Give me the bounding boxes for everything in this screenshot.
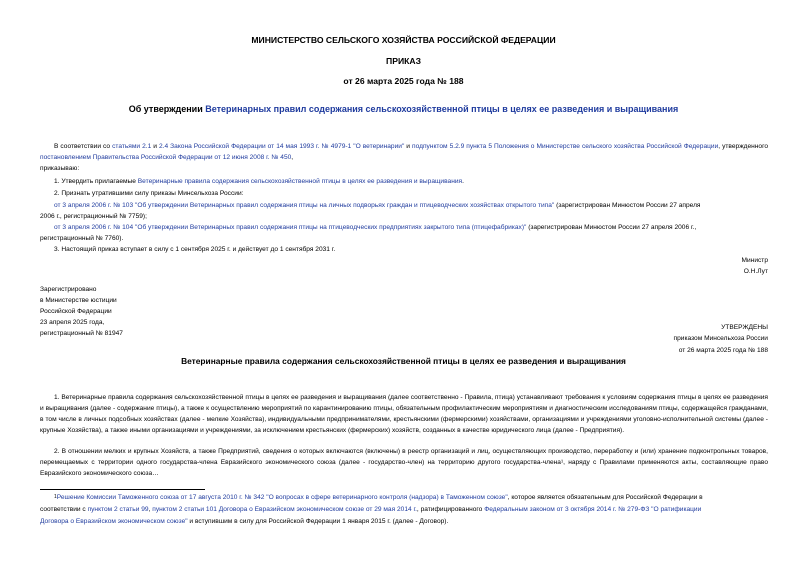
registration-line: 23 апреля 2025 года, [40,319,105,326]
footnote-text: , которое является обязательным для Российской Федерации в [507,494,703,501]
subject-rules-link[interactable]: Ветеринарных правил содержания сельскохозяйственной птицы в целях ее разведения и выращивания [205,104,679,114]
rules-paragraph-1: 1. Ветеринарные правила содержания сельскохозяйственной птицы в целях ее разведения и выращивания (далее соответственно - Правила, птица) устанавливают требования к условиям содержания птицы в целях ее разведения и выращивания (далее - содержание птицы), а также к осуществлению мероприятий по карантинированию птицы, обязательным профилактическим мероприятиям и диагностическим исследованиям птицы, содержащейся гражданами, в том числе в личных подсобных хозяйствах (далее - мелкие Хозяйства), индивидуальными предпринимателями, крестьянскими (фермерскими) хозяйствами, организациями и учреждениями уголовно-исполнительной системы (далее - крупные Хозяйства), а также иными организациями и учреждениями, за исключением крестьянских (фермерских) хозяйств, созданных в качестве юридического лица (далее - Предприятия). [40,394,768,434]
footnote-line-2 [40,504,701,515]
footnote-federal-law-link[interactable]: Федеральным законом от 3 октября 2014 г. № 279-ФЗ "О ратификации [484,506,702,513]
preamble-text: , [291,154,294,161]
item-1 [54,176,464,187]
footnote-article-99-link[interactable]: пунктом 2 статьи 99 [87,506,149,513]
registration-line: Российской Федерации [40,308,112,315]
ministry-title: МИНИСТЕРСТВО СЕЛЬСКОГО ХОЗЯЙСТВА РОССИЙСКОЙ ФЕДЕРАЦИИ [251,35,556,45]
subject-prefix: Об утверждении [128,104,206,114]
item-2b-cont: регистрационный № 7760). [40,235,124,242]
footnote-article-101-link[interactable]: пунктом 2 статьи 101 Договора о Евразийском экономическом союзе от 29 мая 2014 г. [152,506,417,513]
item-2: 2. Признать утратившими силу приказы Минсельхоза России: [54,190,244,197]
signature-name: О.Н.Лут [743,268,768,275]
preamble-text: и [404,143,412,150]
approval-line: приказом Минсельхоза России [673,335,768,342]
item-1-rules-link[interactable]: Ветеринарные правила содержания сельскохозяйственной птицы в целях ее разведения и выращивания [137,178,463,185]
footnote-text: , ратифицированного [416,506,485,513]
item-2b [54,222,696,233]
repealed-order-104-link[interactable]: от 3 апреля 2006 г. № 104 "Об утверждении Ветеринарных правил содержания птицы на птицеводческих предприятиях закрытого типа (птицефабриках)" [54,224,527,231]
preamble-text: , утвержденного [718,143,768,150]
preamble-text: В соответствии со [54,143,113,150]
preamble [40,141,768,163]
preamble-link-law[interactable]: 2.4 Закона Российской Федерации от 14 мая 1993 г. № 4979-1 "О ветеринарии" [158,143,405,150]
registration-line: Зарегистрировано [40,286,97,293]
preamble-link-subpoint[interactable]: подпунктом 5.2.9 пункта 5 Положения о Министерстве сельского хозяйства Российской Федерации [412,143,719,150]
approval-line: от 26 марта 2025 года № 188 [678,347,768,354]
footnote-treaty-link[interactable]: Договора о Евразийском экономическом союзе" [40,518,188,525]
signature-title: Министр [741,257,768,264]
item-text: (зарегистрирован Минюстом России 27 апреля 2006 г., [526,224,697,231]
footnote-line-1 [54,492,703,503]
preamble-link-article[interactable]: статьями 2.1 [112,143,152,150]
item-text: (зарегистрирован Минюстом России 27 апреля [554,202,701,209]
registration-number: регистрационный № 81947 [40,330,123,337]
approval-line: УТВЕРЖДЕНЫ [721,324,768,331]
rules-title: Ветеринарные правила содержания сельскохозяйственной птицы в целях ее разведения и выращивания [181,356,626,366]
doc-date-number: от 26 марта 2025 года № 188 [343,76,464,86]
item-text: . [462,178,464,185]
footnote-decision-link[interactable]: Решение Комиссии Таможенного союза от 17 августа 2010 г. № 342 "О вопросах в сфере ветеринарного контроля (надзора) в Таможенном союзе" [56,494,508,501]
rules-paragraph-2: 2. В отношении мелких и крупных Хозяйств, а также Предприятий, сведения о которых включаются (включены) в реестр организаций и лиц, осуществляющих производство, переработку и (или) хранение подконтрольных товаров, перемещаемых с территории одного государства-члена Евразийского экономического союза (далее - государство-член) на территорию другого государства-члена¹, наряду с Правилами применяются акты, составляющие право Евразийского экономического союза… [40,448,768,477]
footnote-line-3 [40,516,448,527]
footnote-text: и вступившим в силу для Российской Федерации 1 января 2015 г. (далее - Договор). [187,518,449,525]
item-text: 1. Утвердить прилагаемые [54,178,138,185]
repealed-order-103-link[interactable]: от 3 апреля 2006 г. № 103 "Об утверждении Ветеринарных правил содержания птицы на личных подворьях граждан и птицеводческих хозяйствах открытого типа" [54,202,555,209]
footnote-separator [40,489,205,490]
footnote-mark: 1 [54,494,57,500]
registration-line: в Министерстве юстиции [40,297,117,304]
item-3: 3. Настоящий приказ вступает в силу с 1 сентября 2025 г. и действует до 1 сентября 2031 г. [54,246,336,253]
footnote-text: , [148,506,153,513]
doc-subject [0,104,807,114]
footnote-text: соответствии с [40,506,88,513]
item-2a-cont: 2006 г., регистрационный № 7759); [40,213,147,220]
doc-type: ПРИКАЗ [386,56,421,66]
preamble-text: и [151,143,159,150]
preamble-link-resolution[interactable]: постановлением Правительства Российской Федерации от 12 июня 2008 г. № 450 [40,154,292,161]
order-word: приказываю: [40,165,80,172]
item-2a [54,200,701,211]
